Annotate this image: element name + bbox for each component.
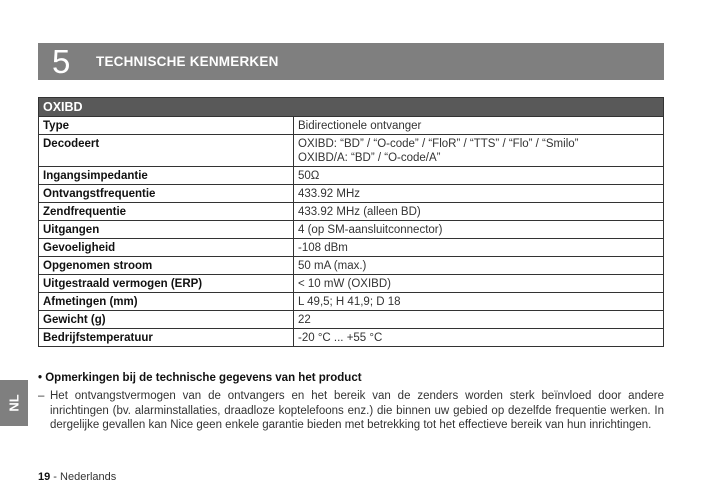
table-header-row — [39, 98, 664, 117]
spec-value — [294, 167, 664, 185]
spec-value-line: 433.92 MHz (alleen BD) — [298, 206, 421, 218]
table-row — [39, 117, 664, 135]
table-row — [39, 167, 664, 185]
spec-label: Uitgestraald vermogen (ERP) — [39, 275, 294, 293]
table-row — [39, 221, 664, 239]
spec-label: Ingangsimpedantie — [39, 167, 294, 185]
page-number: 19 — [38, 471, 51, 483]
spec-value — [294, 117, 664, 135]
footer-separator: - — [50, 471, 61, 483]
spec-value — [294, 239, 664, 257]
table-row — [39, 293, 664, 311]
spec-value-line: 50Ω — [298, 170, 320, 182]
spec-table — [38, 97, 664, 347]
language-tab-label: NL — [6, 394, 22, 412]
table-body — [39, 117, 664, 347]
spec-value-line: -20 °C ... +55 °C — [298, 332, 383, 344]
spec-value-line: 22 — [298, 314, 311, 326]
spec-value — [294, 203, 664, 221]
spec-label: Decodeert — [39, 135, 294, 167]
spec-label: Gevoeligheid — [39, 239, 294, 257]
table-row — [39, 239, 664, 257]
table-row — [39, 311, 664, 329]
spec-value-line: -108 dBm — [298, 242, 348, 254]
spec-value-line: OXIBD: “BD” / “O-code” / “FloR” / “TTS” / “Flo” / “Smilo” — [298, 138, 579, 150]
spec-value-line: L 49,5; H 41,9; D 18 — [298, 296, 401, 308]
spec-value-line: 4 (op SM-aansluitconnector) — [298, 224, 443, 236]
table-header: OXIBD — [39, 98, 664, 117]
language-tab — [0, 380, 28, 426]
section-number: 5 — [52, 43, 71, 80]
spec-value — [294, 185, 664, 203]
spec-value — [294, 257, 664, 275]
section-header — [38, 43, 664, 80]
spec-label: Zendfrequentie — [39, 203, 294, 221]
spec-label: Bedrijfstemperatuur — [39, 329, 294, 347]
spec-value-line: 433.92 MHz — [298, 188, 361, 200]
table-row — [39, 329, 664, 347]
table-row — [39, 275, 664, 293]
spec-value-line: Bidirectionele ontvanger — [298, 120, 422, 132]
spec-value-line: 50 mA (max.) — [298, 260, 367, 272]
spec-label: Opgenomen stroom — [39, 257, 294, 275]
spec-value — [294, 293, 664, 311]
spec-value — [294, 275, 664, 293]
page-footer — [38, 471, 116, 483]
spec-label: Type — [39, 117, 294, 135]
spec-value — [294, 221, 664, 239]
table-row — [39, 185, 664, 203]
table-row — [39, 203, 664, 221]
spec-label: Uitgangen — [39, 221, 294, 239]
spec-label: Afmetingen (mm) — [39, 293, 294, 311]
notes-text: Het ontvangstvermogen van de ontvangers en het bereik van de zenders worden sterk beïnvloed door andere inrichtingen (bv. alarminstallaties, draadloze koptelefoons enz.) die binnen uw gebied op dezelfde frequentie werken. In dergelijke gevallen kan Nice geen enkele garantie bieden met betrekking tot het effectieve bereik van hun inrichtingen. — [50, 390, 664, 431]
footer-language: Nederlands — [60, 471, 117, 483]
notes-title: • Opmerkingen bij de technische gegevens van het product — [38, 372, 362, 384]
spec-label: Ontvangstfrequentie — [39, 185, 294, 203]
notes-body — [38, 389, 664, 433]
spec-value — [294, 135, 664, 167]
spec-value — [294, 329, 664, 347]
section-title: TECHNISCHE KENMERKEN — [96, 54, 279, 69]
table-row — [39, 257, 664, 275]
spec-value-line: OXIBD/A: “BD” / “O-code/A” — [298, 152, 441, 164]
table-row — [39, 135, 664, 167]
spec-value-line: < 10 mW (OXIBD) — [298, 278, 391, 290]
notes-dash: – — [38, 390, 45, 402]
spec-label: Gewicht (g) — [39, 311, 294, 329]
spec-value — [294, 311, 664, 329]
